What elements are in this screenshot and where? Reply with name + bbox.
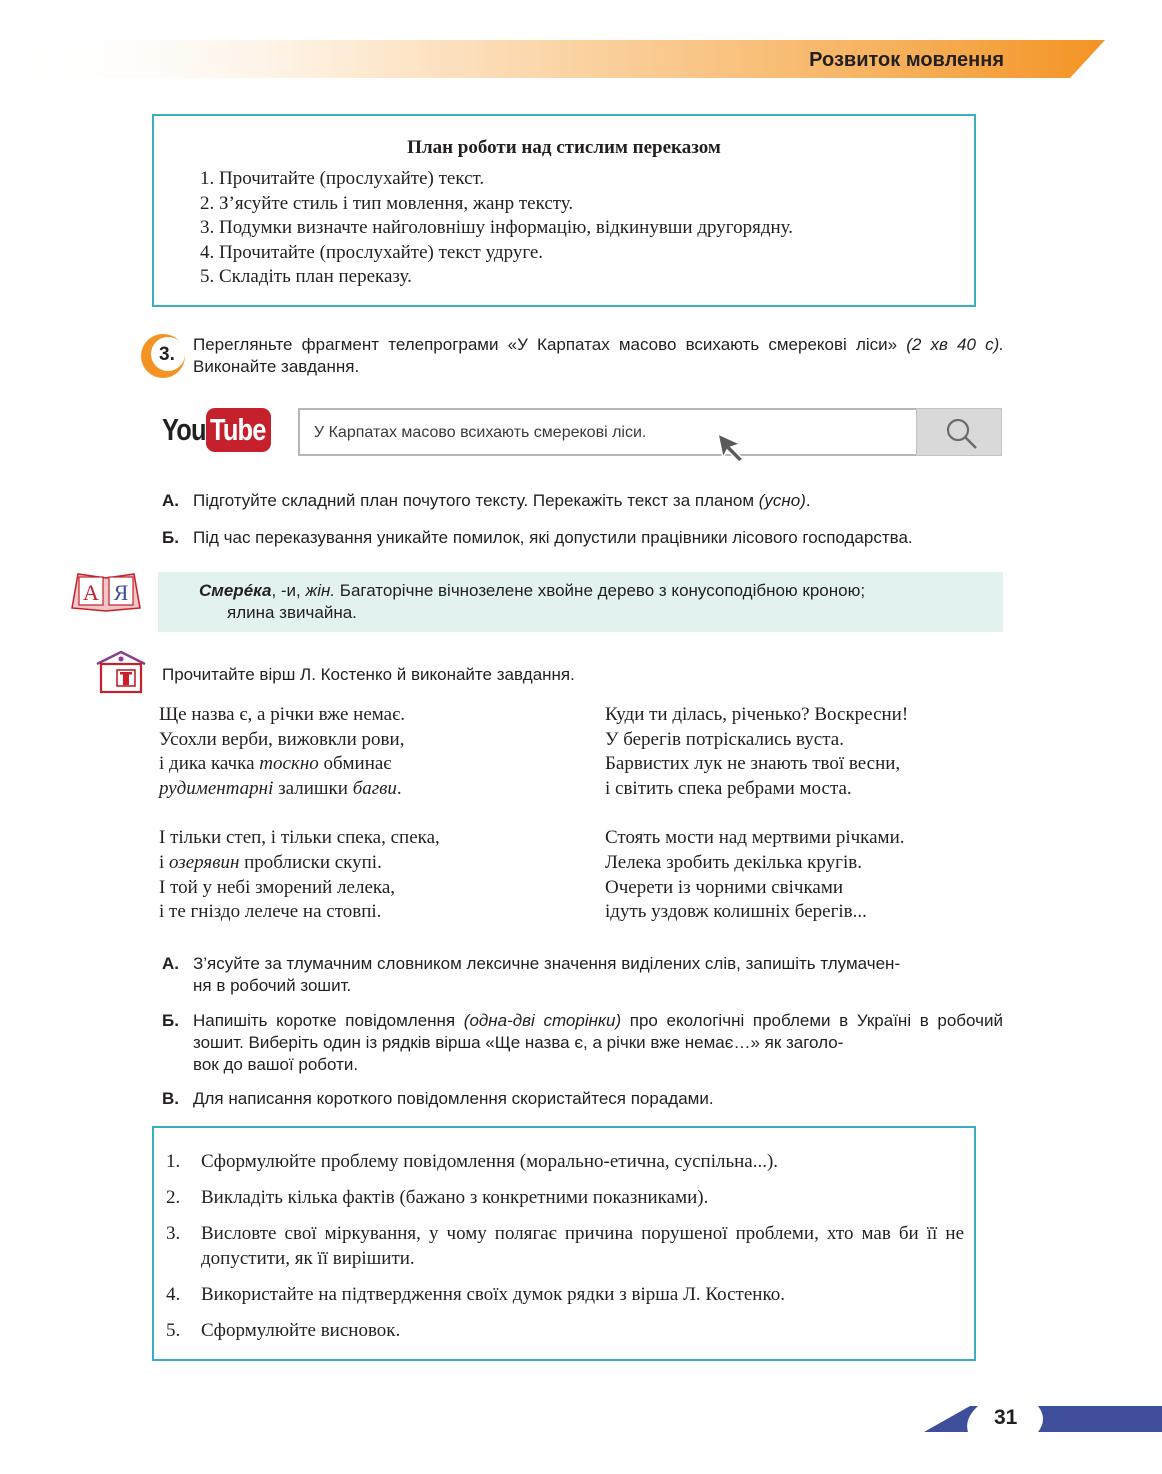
poem-line [159, 826, 440, 851]
plan-box [152, 114, 976, 307]
dictionary-icon-letter: Я [113, 580, 129, 605]
task-text [193, 1010, 1003, 1076]
poem-right-column [605, 703, 908, 925]
task-letter: Б. [162, 528, 179, 547]
exercise-number: 3. [159, 344, 175, 365]
poem-instruction: Прочитайте вірш Л. Костенко й виконайте завдання. [162, 665, 575, 684]
stanza-gap [159, 801, 440, 826]
poem-text: проблиски скупі. [239, 851, 382, 873]
task-text [193, 953, 1003, 997]
stanza-gap [605, 801, 908, 826]
poem-line: Стоять мости над мертвими річками. [605, 827, 905, 849]
task-text-main: Підготуйте складний план почутого тексту. Перекажіть текст за планом [193, 491, 759, 510]
task-text-main: про екологічні проблеми в Україні в робочий зошит. Виберіть один із рядків вірша «Ще назва є, а річки вже немає…» як заголо- [193, 1011, 1003, 1052]
poem-line: Очерети із чорними свічками [605, 876, 844, 898]
task-text [193, 490, 811, 512]
page-number: 31 [994, 1406, 1018, 1429]
youtube-logo-tube: Tube [210, 412, 266, 447]
poem-line [159, 777, 440, 802]
poem-line [159, 752, 440, 777]
youtube-logo-you: You [162, 412, 206, 447]
dictionary-entry [199, 580, 994, 624]
task-text: Під час переказування уникайте помилок, які допустили працівники лісового господарства. [193, 528, 913, 547]
poem-line: Куди ти ділась, річенько? Воскресни! [605, 704, 909, 725]
dictionary-headword: Смерéка [199, 581, 272, 600]
task-text-end: . [805, 491, 811, 510]
poem-line [159, 900, 440, 925]
list-item: 5. Складіть план переказу. [200, 266, 412, 288]
poem-left-column [159, 703, 440, 925]
task-letter: Б. [162, 1011, 179, 1030]
video-duration: (2 хв 40 с). [906, 335, 1004, 354]
poem-line: У берегів потріскались вуста. [605, 728, 844, 750]
dictionary-definition-continued: ялина звичайна. [227, 603, 357, 622]
exercise-number-badge [140, 333, 186, 379]
task-text-italic: (одна-дві сторінки) [463, 1011, 622, 1030]
home-task-icon [93, 650, 149, 694]
poem-text: Ще назва є, а річки вже немає. [159, 704, 405, 725]
dictionary-definition: Багаторічне вічнозелене хвойне дерево з конусоподібною кроною; [335, 581, 866, 600]
poem-line [159, 876, 440, 901]
task-text-line: З’ясуйте за тлумачним словником лексичне значення виділених слів, запишіть тлумачен- [193, 954, 901, 973]
youtube-search-input[interactable] [298, 408, 918, 456]
highlighted-word: озерявин [169, 851, 240, 873]
dictionary-grammar: , -и, [271, 581, 306, 600]
tip-number: 3. [166, 1223, 181, 1244]
poem-text: . [396, 777, 402, 799]
tip-number: 5. [166, 1320, 181, 1341]
task-text: Для написання короткого повідомлення скористайтеся порадами. [193, 1089, 714, 1108]
poem-line [159, 728, 440, 753]
dictionary-entry-box [158, 572, 1003, 632]
tip-text: Використайте на підтвердження своїх думок рядки з вірша Л. Костенко. [201, 1284, 785, 1305]
tips-box [152, 1126, 976, 1361]
highlighted-word: тоскно [259, 753, 319, 775]
tip-text: Сформулюйте проблему повідомлення (морально-етична, суспільна...). [201, 1151, 779, 1172]
task-letter: А. [162, 954, 179, 973]
tip-text: Викладіть кілька фактів (бажано з конкретними показниками). [201, 1187, 709, 1208]
plan-list [200, 167, 793, 290]
task-letter: В. [162, 1089, 179, 1108]
tip-number: 2. [166, 1187, 181, 1208]
poem-text: залишки [273, 777, 353, 799]
poem-text: і дика качка [159, 753, 260, 775]
exercise-3-instruction-end: Виконайте завдання. [193, 357, 360, 376]
task-text-line: вок до вашої роботи. [193, 1055, 359, 1074]
exercise-3-instruction: Перегляньте фрагмент телепрограми «У Карпатах масово всихають смерекові ліси» [193, 335, 898, 354]
poem-text: І той у небі зморений лелека, [159, 876, 395, 898]
section-title: Розвиток мовлення [809, 49, 1004, 71]
poem-line: Барвистих лук не знають твої весни, [605, 753, 901, 775]
poem-line [159, 851, 440, 876]
dictionary-icon-letter: А [83, 580, 99, 605]
poem-text: І тільки степ, і тільки спека, спека, [159, 827, 440, 849]
list-item: 3. Подумки визначте найголовнішу інформацію, відкинувши другорядну. [200, 217, 794, 239]
list-item: 1. Прочитайте (прослухайте) текст. [200, 168, 485, 189]
plan-title: План роботи над стислим переказом [407, 137, 721, 158]
highlighted-word: багви [352, 777, 397, 799]
task-text-main: Напишіть коротке повідомлення [193, 1011, 464, 1030]
mouse-cursor-icon [716, 432, 746, 464]
poem-line: ідуть уздовж колишніх берегів... [605, 901, 867, 923]
search-input-value: У Карпатах масово всихають смерекові ліси. [314, 424, 647, 441]
tip-text: Сформулюйте висновок. [201, 1320, 401, 1341]
poem-text: і те гніздо лелече на стовпі. [159, 901, 382, 923]
poem-text: і [159, 851, 170, 873]
tip-number: 4. [166, 1284, 181, 1305]
youtube-search-button[interactable] [916, 408, 1002, 456]
poem-line: і світить спека ребрами моста. [605, 777, 852, 799]
poem-line: Лелека зробить декілька кругів. [605, 851, 862, 873]
poem-line [159, 703, 440, 728]
highlighted-word: рудиментарні [159, 777, 274, 799]
exercise-3-text [193, 334, 1004, 378]
poem-text: обминає [318, 753, 392, 775]
dictionary-book-icon [70, 572, 142, 612]
task-letter: А. [162, 491, 179, 510]
tip-number: 1. [166, 1151, 181, 1172]
list-item: 4. Прочитайте (прослухайте) текст удруге. [200, 241, 544, 263]
tip-text: Висловте свої міркування, у чому полягає причина порушеної проблеми, хто мав би її не допустити, як її вирішити. [201, 1223, 964, 1269]
search-icon [945, 417, 979, 451]
poem-text: Усохли верби, вижовкли рови, [159, 728, 405, 750]
page-number-tab [920, 1404, 1162, 1434]
task-text-line: ня в робочий зошит. [193, 976, 352, 995]
list-item: 2. З’ясуйте стиль і тип мовлення, жанр тексту. [200, 192, 574, 214]
dictionary-gender: жін. [305, 581, 336, 600]
task-text-italic: (усно) [758, 491, 806, 510]
